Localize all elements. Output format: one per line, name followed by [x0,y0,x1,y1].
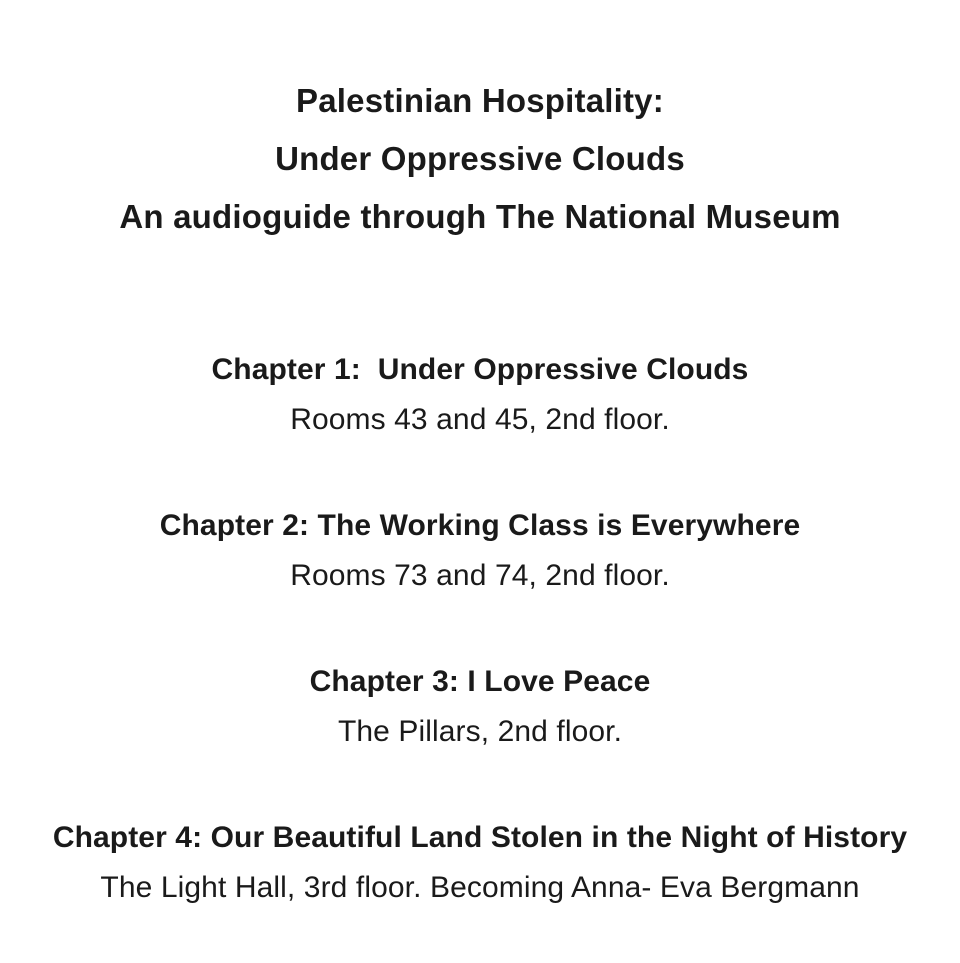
chapter-1-location: Rooms 43 and 45, 2nd floor. [290,403,670,436]
chapter-4-heading: Chapter 4: Our Beautiful Land Stolen in the Night of History [52,821,908,854]
title-line-1: Palestinian Hospitality: [296,82,664,119]
document-title [0,72,960,246]
chapter-2 [0,507,960,595]
title-line-2: Under Oppressive Clouds [275,140,685,177]
chapter-4-location: The Light Hall, 3rd floor. Becoming Anna- Eva Bergmann [100,871,860,904]
chapter-4 [0,819,960,907]
chapter-list [0,351,960,907]
chapter-1-heading: Chapter 1: Under Oppressive Clouds [211,353,749,386]
chapter-2-location: Rooms 73 and 74, 2nd floor. [290,559,670,592]
chapter-1 [0,351,960,439]
chapter-3 [0,663,960,751]
title-line-3: An audioguide through The National Museum [119,198,841,235]
chapter-2-heading: Chapter 2: The Working Class is Everywhere [159,509,801,542]
chapter-3-heading: Chapter 3: I Love Peace [309,665,651,698]
chapter-3-location: The Pillars, 2nd floor. [337,715,623,748]
